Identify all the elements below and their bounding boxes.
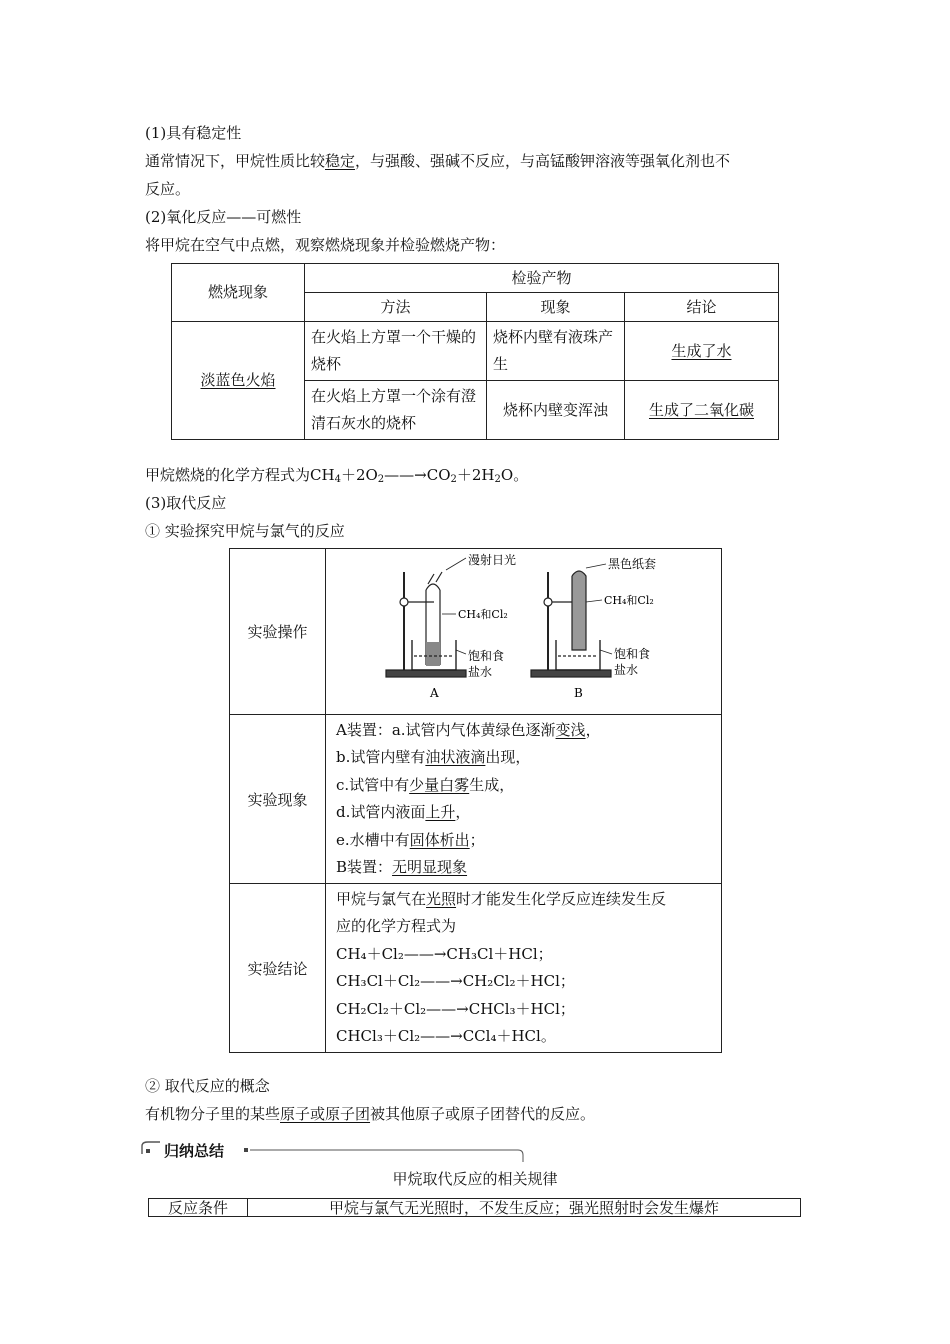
subheading-experiment: ① 实验探究甲烷与氯气的反应 <box>145 522 345 540</box>
phen-a: A装置：a.试管内气体黄绿色逐渐变浅， <box>336 720 601 739</box>
summary-row-text: 甲烷与氯气无光照时，不发生反应；强光照射时会发生爆炸 <box>248 1199 801 1217</box>
label-operation: 实验操作 <box>230 549 326 715</box>
equation-step-3: CH₂Cl₂＋Cl₂——→CHCl₃＋HCl； <box>336 999 575 1018</box>
phen-e: e.水槽中有固体析出； <box>336 830 485 849</box>
apparatus-figure <box>326 550 721 714</box>
label-brine-b2: 盐水 <box>614 662 639 677</box>
label-phenomenon: 实验现象 <box>230 715 326 884</box>
cell-concl-2: 生成了二氧化碳 <box>625 381 779 440</box>
summary-banner <box>140 1138 525 1162</box>
label-brine-a2: 盐水 <box>468 664 493 679</box>
answer-stable: 稳定 <box>325 152 356 170</box>
phen-B: B装置：无明显现象 <box>336 858 468 876</box>
header-observation: 现象 <box>487 293 625 322</box>
paragraph-stability: 通常情况下，甲烷性质比较稳定，与强酸、强碱不反应，与高锰酸钾溶液等强氧化剂也不 <box>145 152 731 170</box>
apparatus-figure-cell <box>326 549 722 715</box>
cell-obs-2: 烧杯内壁变浑浊 <box>487 381 625 440</box>
summary-title: 甲烷取代反应的相关规律 <box>392 1170 558 1188</box>
summary-table <box>148 1198 801 1217</box>
equation-step-2: CH₃Cl＋Cl₂——→CH₂Cl₂＋HCl； <box>336 972 575 990</box>
phenomena-cell <box>326 715 722 884</box>
heading-oxidation: (2)氧化反应——可燃性 <box>145 208 302 226</box>
label-gas-b: CH₄和Cl₂ <box>604 593 654 607</box>
combustion-table <box>171 263 779 440</box>
label-black-paper: 黑色纸套 <box>608 556 657 571</box>
caption-a: A <box>430 685 439 700</box>
label-brine-a1: 饱和食 <box>468 648 505 663</box>
phen-b: b.试管内壁有油状液滴出现， <box>336 748 531 766</box>
phen-c: c.试管中有少量白雾生成， <box>336 775 515 794</box>
cell-method-1: 在火焰上方罩一个干燥的烧杯 <box>305 322 487 381</box>
concept-definition: 有机物分子里的某些原子或原子团被其他原子或原子团替代的反应。 <box>145 1105 596 1123</box>
apparatus-b <box>531 564 612 677</box>
experiment-table <box>229 548 722 1053</box>
heading-substitution: (3)取代反应 <box>145 494 227 512</box>
cell-obs-1: 烧杯内壁有液珠产生 <box>487 322 625 381</box>
concl-line-2: 应的化学方程式为 <box>336 917 457 935</box>
summary-row-label: 反应条件 <box>149 1199 248 1217</box>
summary-tag-label: 归纳总结 <box>164 1142 225 1160</box>
caption-b: B <box>574 685 583 700</box>
label-conclusion: 实验结论 <box>230 884 326 1053</box>
conclusion-cell <box>326 884 722 1053</box>
header-method: 方法 <box>305 293 487 322</box>
phen-d: d.试管内液面上升， <box>336 803 471 821</box>
apparatus-a <box>386 558 466 677</box>
label-gas-a: CH₄和Cl₂ <box>458 607 508 621</box>
equation-step-4: CHCl₃＋Cl₂——→CCl₄＋HCl。 <box>336 1027 556 1045</box>
heading-stability: (1)具有稳定性 <box>145 124 242 142</box>
cell-method-2: 在火焰上方罩一个涂有澄清石灰水的烧杯 <box>305 381 487 440</box>
concl-line-1: 甲烷与氯气在光照时才能发生化学反应连续发生反 <box>336 889 667 908</box>
oxidation-intro: 将甲烷在空气中点燃，观察燃烧现象并检验燃烧产物： <box>145 236 506 254</box>
cell-flame: 淡蓝色火焰 <box>172 322 305 440</box>
header-test-product: 检验产物 <box>305 264 779 293</box>
heading-concept: ② 取代反应的概念 <box>145 1077 270 1095</box>
label-brine-b1: 饱和食 <box>614 646 651 661</box>
paragraph-stability-cont: 反应。 <box>145 180 191 198</box>
header-conclusion: 结论 <box>625 293 779 322</box>
combustion-equation: 甲烷燃烧的化学方程式为$CH_4+2O_2——\to CO_2+2H_2O$。 <box>145 466 529 485</box>
header-phenomenon: 燃烧现象 <box>172 264 305 322</box>
cell-concl-1: 生成了水 <box>625 322 779 381</box>
answer-atoms: 原子或原子团 <box>280 1105 371 1123</box>
equation-step-1: CH₄＋Cl₂——→CH₃Cl＋HCl； <box>336 944 553 963</box>
label-diffuse-light: 漫射日光 <box>468 552 517 567</box>
